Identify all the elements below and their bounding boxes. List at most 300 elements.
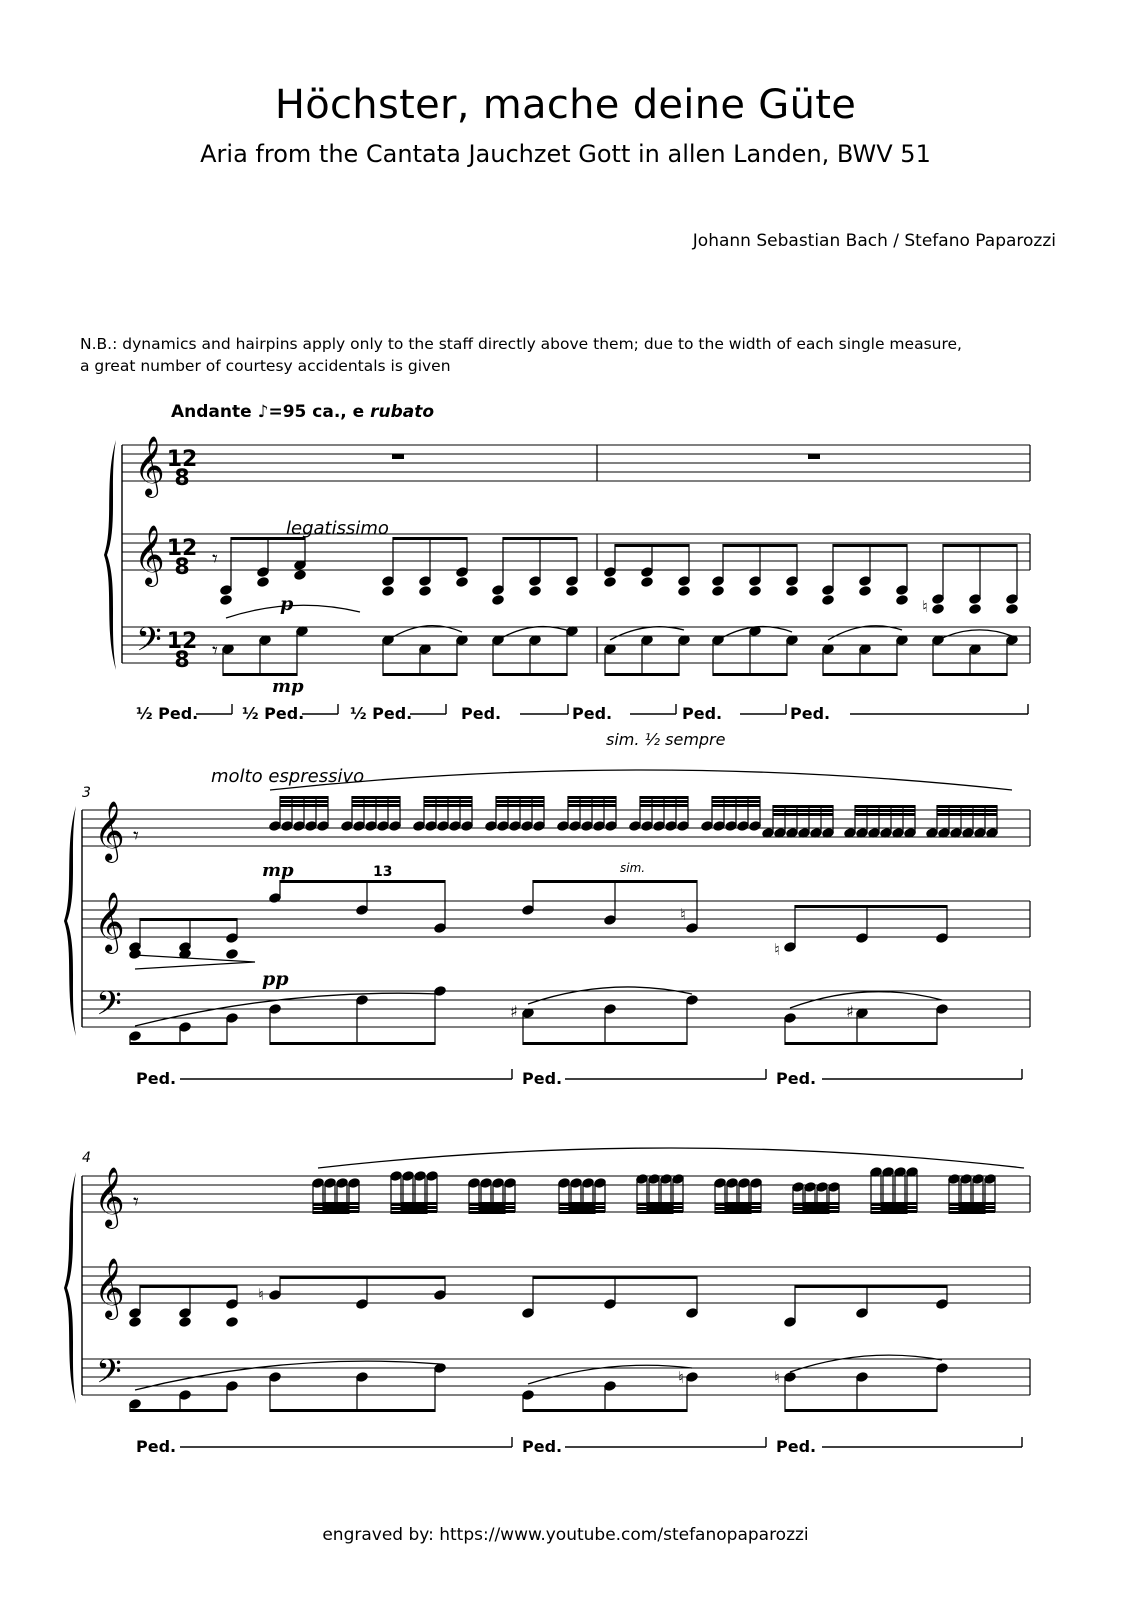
beam (523, 1042, 687, 1045)
time-signature-middle: 8 (174, 555, 190, 580)
beam (959, 1210, 995, 1213)
pedal-full: Ped. (776, 1437, 817, 1456)
note-head (712, 586, 725, 597)
note-head (413, 821, 426, 832)
beam (881, 1202, 917, 1205)
note-head (629, 821, 642, 832)
note-head (504, 1178, 517, 1189)
beam (568, 804, 616, 807)
note-head (293, 821, 306, 832)
note-head (686, 923, 699, 934)
pedal-full: Ped. (136, 1069, 177, 1088)
note-head (594, 1178, 607, 1189)
beam (855, 809, 915, 812)
note-head (226, 1381, 239, 1392)
beam (533, 880, 697, 883)
beam (937, 809, 997, 812)
note-head (269, 821, 282, 832)
slur (938, 630, 1012, 640)
note-head (678, 586, 691, 597)
note-head (677, 821, 690, 832)
pedal-full: Ped. (572, 704, 613, 723)
beam (569, 1202, 605, 1205)
note-head (257, 577, 270, 588)
note-head (969, 594, 982, 605)
beam (795, 905, 947, 908)
beam (424, 796, 472, 799)
beam (615, 544, 689, 547)
note-head (522, 1308, 535, 1319)
beam (323, 1210, 359, 1213)
note-head (348, 1178, 361, 1189)
note-head (701, 821, 714, 832)
note-head (678, 576, 691, 587)
note-head (341, 821, 354, 832)
note-head (726, 1178, 739, 1189)
note-head (312, 1178, 325, 1189)
beam (424, 800, 472, 803)
beam (855, 805, 915, 808)
natural-icon: ♮ (774, 940, 780, 959)
note-head (425, 821, 438, 832)
beam (713, 673, 787, 676)
pedal-full: Ped. (136, 1437, 177, 1456)
beam (140, 1285, 237, 1288)
dynamic-p: p (280, 593, 294, 615)
note-head (936, 933, 949, 944)
bass-clef-icon: 𝄢 (96, 1353, 122, 1399)
tempo-value: =95 ca., e (268, 402, 365, 422)
note-head (581, 821, 594, 832)
pedal-full: Ped. (461, 704, 502, 723)
note-head (828, 1182, 841, 1193)
note-head (492, 595, 505, 606)
note-head (784, 1372, 797, 1383)
note-head (948, 1174, 961, 1185)
note-head (972, 1174, 985, 1185)
sharp-icon: ♯ (846, 1002, 854, 1021)
slur (135, 993, 440, 1026)
brace (104, 440, 116, 670)
beam (605, 673, 679, 676)
pedal-half: ½ Ped. (242, 704, 305, 723)
treble-clef-icon: 𝄞 (94, 1167, 125, 1227)
treble-clef-icon: 𝄞 (134, 436, 165, 496)
note-head (522, 1390, 535, 1401)
slur (828, 626, 902, 640)
note-head (653, 821, 666, 832)
note-head (604, 915, 617, 926)
note-head (816, 1182, 829, 1193)
treble-clef-icon: 𝄞 (94, 801, 125, 861)
beam (280, 804, 328, 807)
beam (568, 800, 616, 803)
bass-clef-icon: 𝄢 (96, 985, 122, 1031)
note-head (226, 1299, 239, 1310)
note-head (932, 594, 945, 605)
note-head (402, 1171, 415, 1182)
note-head (317, 821, 330, 832)
time-signature-bottom: 12 (166, 629, 198, 654)
note-head (984, 1174, 997, 1185)
tuplet-13: 13 (373, 864, 393, 880)
beam (785, 1042, 937, 1045)
note-head (269, 893, 282, 904)
note-head (604, 577, 617, 588)
note-head (497, 821, 510, 832)
treble-clef-icon: 𝄞 (94, 1258, 125, 1318)
note-head (390, 1171, 403, 1182)
note-head (604, 1004, 617, 1015)
beam (647, 1210, 683, 1213)
tempo-label: Andante (171, 402, 252, 422)
note-head (356, 905, 369, 916)
note-head (529, 576, 542, 587)
note-head (859, 586, 872, 597)
slur (528, 987, 692, 1004)
beam (773, 805, 833, 808)
beam (773, 813, 833, 816)
note-head (859, 576, 872, 587)
beam (569, 1206, 605, 1209)
beam (937, 805, 997, 808)
beam (424, 804, 472, 807)
note-head (356, 995, 369, 1006)
time-signature-top: 12 (166, 447, 198, 472)
beam (803, 1202, 839, 1205)
note-head (686, 1308, 699, 1319)
note-head (969, 604, 982, 615)
tempo-note-icon: ♪ (257, 402, 269, 422)
note-head (426, 1171, 439, 1182)
pedal-full: Ped. (522, 1437, 563, 1456)
pedal-sim-note: sim. ½ sempre (606, 730, 726, 749)
note-head (485, 821, 498, 832)
natural-icon: ♮ (774, 1368, 780, 1387)
brace (64, 1172, 76, 1404)
beam (352, 804, 400, 807)
note-head (1006, 594, 1019, 605)
beam (280, 800, 328, 803)
note-head (521, 821, 534, 832)
note-head (712, 576, 725, 587)
beam (393, 537, 467, 540)
beam (270, 1409, 435, 1412)
note-head (382, 576, 395, 587)
note-head (784, 942, 797, 953)
note-head (604, 567, 617, 578)
beam (280, 796, 328, 799)
beam (712, 796, 760, 799)
note-head (713, 821, 726, 832)
beam (785, 1409, 937, 1412)
performance-note-line: N.B.: dynamics and hairpins apply only to the staff directly above them; due to the width of each single measure, (80, 335, 962, 353)
time-signature-middle: 12 (166, 536, 198, 561)
note-head (389, 821, 402, 832)
note-head (336, 1178, 349, 1189)
natural-icon: ♮ (678, 1368, 684, 1387)
note-head (672, 1174, 685, 1185)
note-head (641, 567, 654, 578)
beam (569, 1210, 605, 1213)
note-head (226, 1317, 239, 1328)
beam (943, 544, 1017, 547)
score-title: Höchster, mache deine Güte (274, 82, 857, 128)
notation-glyphs (64, 436, 1030, 1447)
note-head (365, 821, 378, 832)
note-head (749, 821, 762, 832)
note-head (129, 1399, 142, 1410)
beam (640, 804, 688, 807)
note-head (294, 570, 307, 581)
slur (318, 1148, 1024, 1168)
pedal-full: Ped. (776, 1069, 817, 1088)
tempo-rubato: rubato (370, 402, 435, 422)
pedal-full: Ped. (682, 704, 723, 723)
beam (496, 796, 544, 799)
beam (803, 1210, 839, 1213)
note-head (558, 1178, 571, 1189)
note-head (665, 821, 678, 832)
beam (280, 1276, 445, 1279)
note-head (792, 1182, 805, 1193)
pedal-full: Ped. (790, 704, 831, 723)
beam (383, 673, 457, 676)
note-head (492, 1178, 505, 1189)
rest-icon: 𝄾 (133, 1190, 139, 1215)
bass-clef-icon: 𝄢 (136, 621, 162, 667)
note-head (856, 933, 869, 944)
note-head (377, 821, 390, 832)
beam (568, 796, 616, 799)
performance-note-line: a great number of courtesy accidentals is given (80, 357, 451, 375)
note-head (566, 586, 579, 597)
dynamic-mp: mp (272, 676, 304, 697)
beam (523, 1409, 687, 1412)
note-head (737, 821, 750, 832)
time-signature-bottom: 8 (174, 648, 190, 673)
note-head (714, 1178, 727, 1189)
note-head (468, 1178, 481, 1189)
note-head (648, 1174, 661, 1185)
expression-legatissimo: legatissimo (286, 518, 389, 539)
note-head (129, 1031, 142, 1042)
sim-marking: sim. (620, 861, 646, 875)
beam (723, 544, 797, 547)
beam (725, 1206, 761, 1209)
note-head (179, 1317, 192, 1328)
note-head (557, 821, 570, 832)
note-head (220, 595, 233, 606)
beam (533, 1276, 697, 1279)
slur (790, 1355, 942, 1372)
note-head (461, 821, 474, 832)
note-head (738, 1178, 751, 1189)
note-head (804, 1182, 817, 1193)
note-head (896, 585, 909, 596)
note-head (1006, 604, 1019, 615)
beam (640, 796, 688, 799)
beam (479, 1206, 515, 1209)
tempo-mark (171, 402, 434, 422)
note-head (593, 821, 606, 832)
beam (933, 673, 1007, 676)
note-head (856, 1308, 869, 1319)
rest-icon: 𝄾 (212, 639, 218, 664)
treble-clef-icon: 𝄞 (94, 892, 125, 952)
beam (937, 813, 997, 816)
note-head (636, 1174, 649, 1185)
natural-icon: ♮ (258, 1285, 264, 1304)
note-head (660, 1174, 673, 1185)
sharp-icon: ♯ (510, 1002, 518, 1021)
note-head (434, 1290, 447, 1301)
beam (493, 673, 567, 676)
note-head (257, 567, 270, 578)
note-head (822, 595, 835, 606)
note-head (179, 1390, 192, 1401)
note-head (686, 995, 699, 1006)
beam (959, 1206, 995, 1209)
beam (479, 1210, 515, 1213)
engraver-credit: engraved by: https://www.youtube.com/stefanopaparozzi (322, 1525, 809, 1545)
note-head (305, 821, 318, 832)
beam (712, 800, 760, 803)
whole-rest (392, 454, 404, 459)
note-head (356, 1372, 369, 1383)
beam (647, 1206, 683, 1209)
note-head (604, 1299, 617, 1310)
note-head (179, 1022, 192, 1033)
note-head (269, 1004, 282, 1015)
note-head (509, 821, 522, 832)
note-head (529, 586, 542, 597)
note-head (960, 1174, 973, 1185)
expression-molto-espressivo: molto espressivo (211, 766, 365, 787)
note-head (750, 1178, 763, 1189)
note-head (896, 595, 909, 606)
beam (855, 813, 915, 816)
pedal-half: ½ Ped. (136, 704, 199, 723)
rest-icon: 𝄾 (133, 824, 139, 849)
whole-rest (808, 454, 820, 459)
score-subtitle: Aria from the Cantata Jauchzet Gott in allen Landen, BWV 51 (200, 140, 931, 168)
beam (270, 1042, 435, 1045)
beam (280, 880, 445, 883)
hairpin-decrescendo (135, 955, 255, 969)
slur (270, 770, 1012, 790)
note-head (604, 1381, 617, 1392)
note-head (784, 1013, 797, 1024)
note-head (419, 586, 432, 597)
note-head (480, 1178, 493, 1189)
beam (647, 1202, 683, 1205)
note-head (749, 586, 762, 597)
note-head (641, 577, 654, 588)
dynamic-pp: pp (262, 968, 289, 990)
note-head (725, 821, 738, 832)
note-head (226, 949, 239, 960)
note-head (786, 586, 799, 597)
measure-number: 4 (82, 1150, 91, 1166)
note-head (414, 1171, 427, 1182)
measure-number: 3 (82, 785, 91, 801)
dynamic-mp: mp (262, 860, 294, 881)
note-head (129, 1317, 142, 1328)
beam (881, 1206, 917, 1209)
note-head (456, 577, 469, 588)
beam (352, 800, 400, 803)
beam (352, 796, 400, 799)
note-head (324, 1178, 337, 1189)
note-head (449, 821, 462, 832)
beam (640, 800, 688, 803)
beam (833, 544, 907, 547)
treble-clef-icon: 𝄞 (134, 525, 165, 585)
note-head (822, 585, 835, 596)
note-head (932, 604, 945, 615)
note-head (936, 1299, 949, 1310)
note-head (570, 1178, 583, 1189)
beam (401, 1210, 437, 1213)
note-head (456, 567, 469, 578)
pedal-half: ½ Ped. (350, 704, 413, 723)
beam (881, 1210, 917, 1213)
note-head (353, 821, 366, 832)
composer-credit: Johann Sebastian Bach / Stefano Paparozzi (692, 231, 1056, 251)
note-head (749, 576, 762, 587)
note-head (784, 1317, 797, 1328)
note-head (269, 1372, 282, 1383)
note-head (434, 986, 447, 997)
note-head (437, 821, 450, 832)
rest-icon: 𝄾 (212, 547, 218, 572)
beam (140, 918, 237, 921)
beam (401, 1202, 437, 1205)
note-head (566, 576, 579, 587)
note-head (582, 1178, 595, 1189)
note-head (856, 1372, 869, 1383)
beam (503, 537, 577, 540)
slur (388, 626, 462, 640)
beam (803, 1206, 839, 1209)
note-head (492, 585, 505, 596)
pedal-full: Ped. (522, 1069, 563, 1088)
note-head (356, 1299, 369, 1310)
note-head (269, 1290, 282, 1301)
note-head (641, 821, 654, 832)
beam (725, 1210, 761, 1213)
beam (496, 804, 544, 807)
note-head (605, 821, 618, 832)
note-head (382, 586, 395, 597)
beam (773, 809, 833, 812)
note-head (533, 821, 546, 832)
beam (323, 1206, 359, 1209)
beam (823, 673, 897, 676)
beam (496, 800, 544, 803)
note-head (220, 585, 233, 596)
natural-icon: ♮ (680, 905, 686, 924)
note-head (936, 1004, 949, 1015)
beam (130, 1409, 227, 1412)
time-signature-top: 8 (174, 466, 190, 491)
note-head (129, 1308, 142, 1319)
beam (130, 1042, 227, 1045)
beam (401, 1206, 437, 1209)
note-head (226, 933, 239, 944)
beam (323, 1202, 359, 1205)
